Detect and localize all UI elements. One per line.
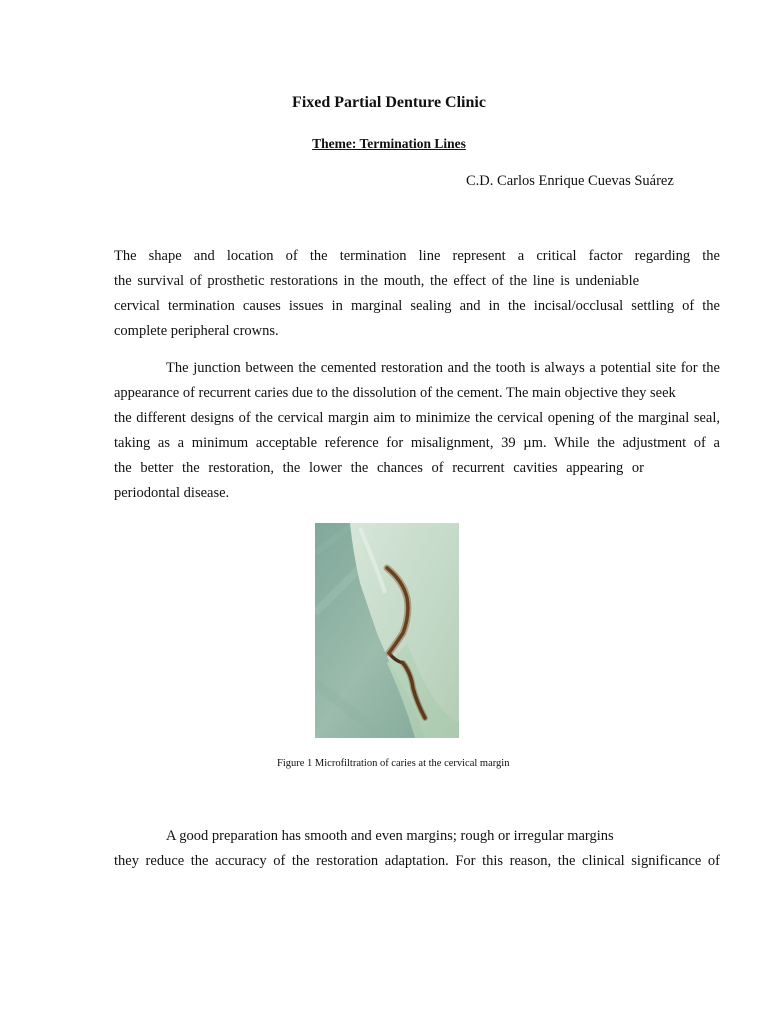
paragraph2-line: the better the restoration, the lower the chances of recurrent cavities appearing or — [114, 460, 644, 476]
paragraph1-line: complete peripheral crowns. — [114, 323, 279, 339]
document-theme: Theme: Termination Lines — [312, 136, 466, 151]
paragraph1-line: the survival of prosthetic restorations in the mouth, the effect of the line is undeniable — [114, 273, 640, 289]
paragraph3-line: they reduce the accuracy of the restoration adaptation. For this reason, the clinical significance of — [114, 853, 720, 869]
paragraph1-line: cervical termination causes issues in marginal sealing and in the incisal/occlusal settling of the — [114, 298, 720, 314]
paragraph2-line: periodontal disease. — [114, 485, 230, 501]
figure-caption: Figure 1 Microfiltration of caries at the cervical margin — [277, 758, 510, 769]
paragraph2-line: The junction between the cemented restoration and the tooth is always a potential site for the — [166, 360, 720, 376]
paragraph1-line: The shape and location of the termination line represent a critical factor regarding the — [114, 248, 720, 264]
paragraph2-line: appearance of recurrent caries due to the dissolution of the cement. The main objective they seek — [114, 385, 676, 401]
microfiltration-photo — [315, 523, 459, 738]
document-author: C.D. Carlos Enrique Cuevas Suárez — [466, 173, 674, 189]
paragraph3-line: A good preparation has smooth and even margins; rough or irregular margins — [166, 828, 614, 844]
paragraph2-line: the different designs of the cervical margin aim to minimize the cervical opening of the marginal seal, — [114, 410, 720, 426]
document-title: Fixed Partial Denture Clinic — [292, 94, 486, 111]
paragraph2-line: taking as a minimum acceptable reference for misalignment, 39 µm. While the adjustment of a — [114, 435, 720, 451]
